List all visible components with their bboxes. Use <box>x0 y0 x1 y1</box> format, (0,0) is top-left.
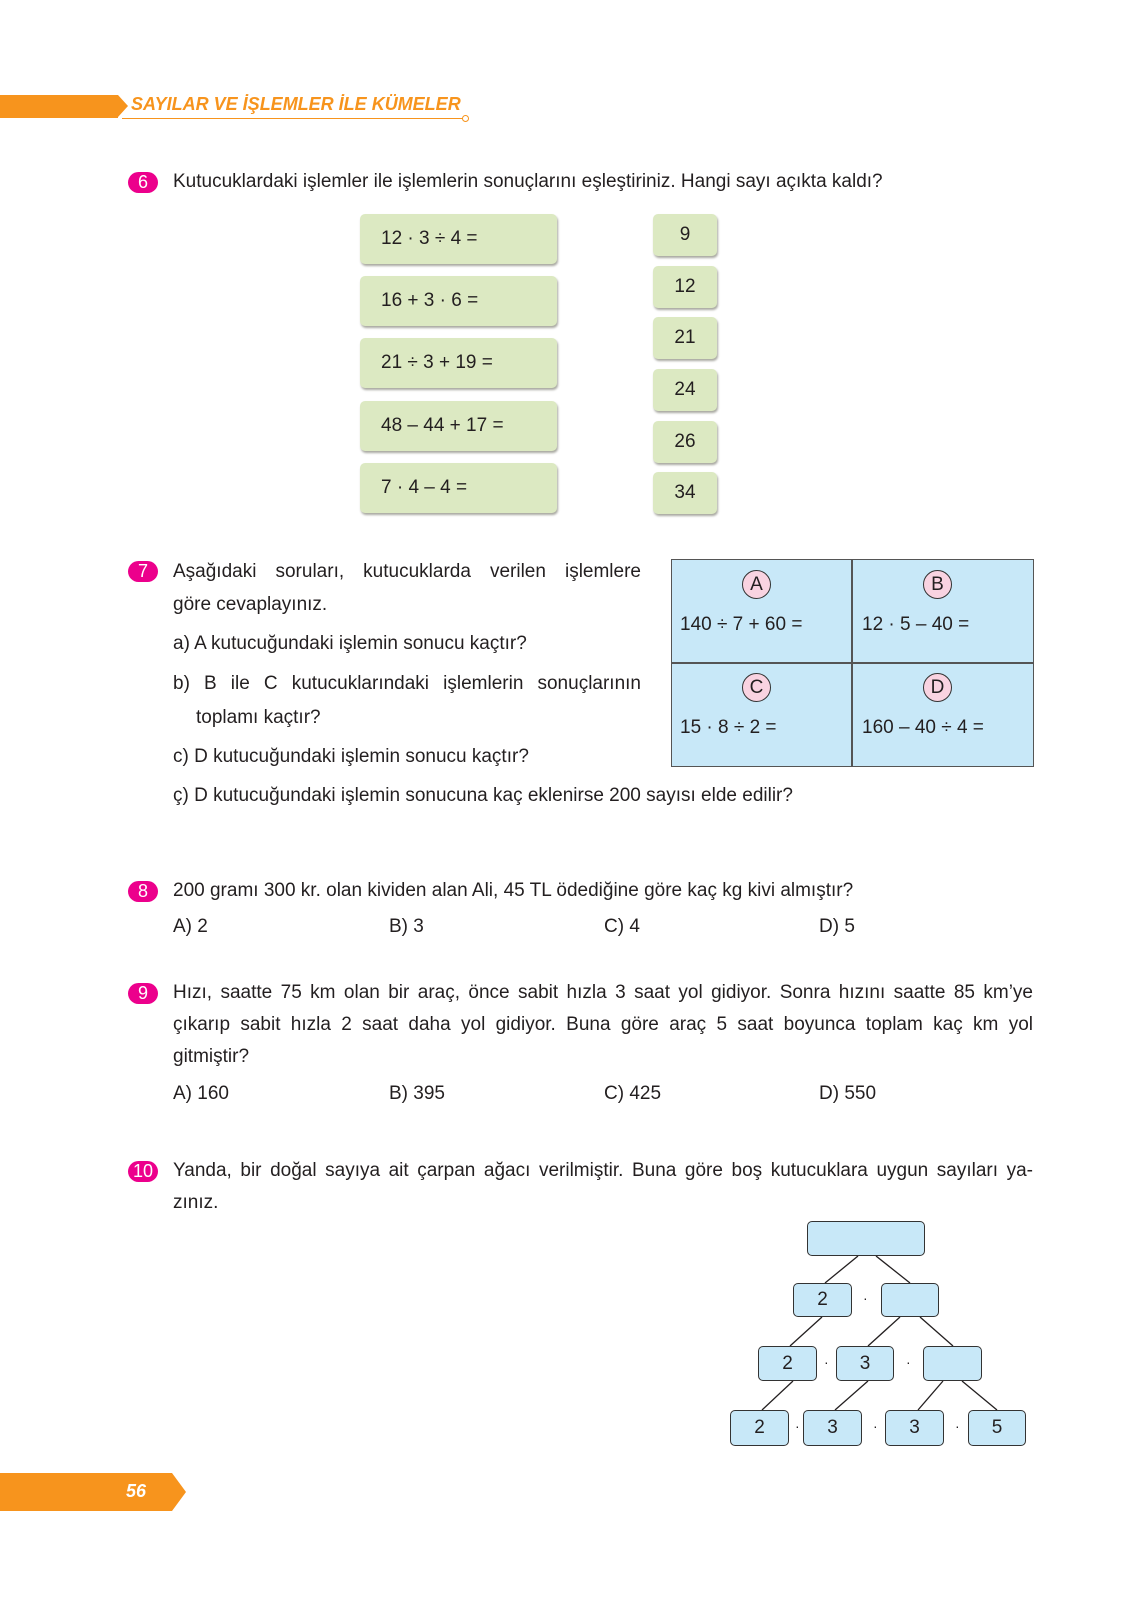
expression-box: 7 · 4 – 4 = <box>360 463 557 513</box>
tree-box: 2 <box>758 1346 817 1381</box>
question-7c: c) D kutucuğundaki işlemin sonucu kaçtır? <box>173 746 529 767</box>
tree-box-root[interactable] <box>807 1221 925 1256</box>
result-box: 21 <box>653 317 717 359</box>
multiply-dot: · <box>824 1354 829 1370</box>
question-7b-line2: toplamı kaçtır? <box>196 707 321 728</box>
question-8-text: 200 gramı 300 kr. olan kividen alan Ali, 45 TL ödediğine göre kaç kg kivi almıştır? <box>173 880 854 901</box>
tree-box-blank[interactable] <box>881 1283 939 1317</box>
question-9-line1: Hızı, saatte 75 km olan bir araç, önce sabit hızla 3 saat yol gidiyor. Sonra hızını saatte 85 km’ye <box>173 982 1033 1003</box>
question-7-intro-line1: Aşağıdaki soruları, kutucuklarda verilen işlemlere <box>173 561 641 582</box>
option-a[interactable]: A) 160 <box>173 1083 229 1104</box>
question-number-10: 10 <box>128 1161 158 1182</box>
multiply-dot: · <box>906 1354 911 1370</box>
tree-box: 5 <box>968 1410 1026 1446</box>
footer-arrow <box>172 1473 186 1511</box>
question-7b-line1: b) B ile C kutucuklarındaki işlemlerin sonuçlarının <box>173 673 641 694</box>
question-9-line2: çıkarıp sabit hızla 2 saat daha yol gidiyor. Buna göre araç 5 saat boyunca toplam kaç km yol <box>173 1014 1033 1035</box>
multiply-dot: · <box>795 1418 800 1434</box>
cell-label-c: C <box>742 673 771 702</box>
question-7cc: ç) D kutucuğundaki işlemin sonucuna kaç eklenirse 200 sayısı elde edilir? <box>173 785 793 806</box>
question-9-line3: gitmiştir? <box>173 1046 250 1067</box>
multiply-dot: · <box>863 1290 868 1306</box>
cell-expression-c: 15 · 8 ÷ 2 = <box>680 717 777 738</box>
option-c[interactable]: C) 4 <box>604 916 640 937</box>
option-c[interactable]: C) 425 <box>604 1083 662 1104</box>
question-10-line1: Yanda, bir doğal sayıya ait çarpan ağacı verilmiştir. Buna göre boş kutucuklara uygun sayıları ya- <box>173 1160 1033 1181</box>
cell-label-d: D <box>923 673 952 702</box>
tree-box: 2 <box>730 1410 789 1446</box>
multiply-dot: · <box>873 1418 878 1434</box>
expression-box: 16 + 3 · 6 = <box>360 276 557 326</box>
question-number-9: 9 <box>128 983 158 1004</box>
question-7-intro-line2: göre cevaplayınız. <box>173 594 328 615</box>
question-number-8: 8 <box>128 881 158 902</box>
option-d[interactable]: D) 550 <box>819 1083 877 1104</box>
cell-expression-a: 140 ÷ 7 + 60 = <box>680 614 803 635</box>
page-number: 56 <box>126 1481 147 1501</box>
cell-expression-d: 160 – 40 ÷ 4 = <box>862 717 984 738</box>
option-b[interactable]: B) 3 <box>389 916 424 937</box>
question-7a: a) A kutucuğundaki işlemin sonucu kaçtır? <box>173 633 527 654</box>
expression-box: 21 ÷ 3 + 19 = <box>360 338 557 388</box>
result-box: 9 <box>653 214 717 256</box>
result-box: 12 <box>653 266 717 308</box>
section-title: SAYILAR VE İŞLEMLER İLE KÜMELER <box>131 94 461 114</box>
result-box: 24 <box>653 369 717 411</box>
tree-box: 3 <box>803 1410 862 1446</box>
tree-box-blank[interactable] <box>923 1346 982 1381</box>
cell-label-a: A <box>742 570 771 599</box>
question-6-text: Kutucuklardaki işlemler ile işlemlerin sonuçlarını eşleştiriniz. Hangi sayı açıkta kaldı? <box>173 171 883 192</box>
question-10-line2: zınız. <box>173 1192 219 1213</box>
expression-box: 12 · 3 ÷ 4 = <box>360 214 557 264</box>
expression-box: 48 – 44 + 17 = <box>360 401 557 451</box>
question-number-6: 6 <box>128 172 158 193</box>
footer-band <box>0 1473 172 1511</box>
option-a[interactable]: A) 2 <box>173 916 208 937</box>
option-b[interactable]: B) 395 <box>389 1083 445 1104</box>
result-box: 26 <box>653 421 717 463</box>
multiply-dot: · <box>955 1418 960 1434</box>
tree-box: 3 <box>836 1346 894 1381</box>
question-number-7: 7 <box>128 561 158 582</box>
tree-box: 3 <box>885 1410 944 1446</box>
cell-label-b: B <box>923 570 952 599</box>
result-box: 34 <box>653 472 717 514</box>
tree-box: 2 <box>793 1283 852 1317</box>
option-d[interactable]: D) 5 <box>819 916 855 937</box>
cell-expression-b: 12 · 5 – 40 = <box>862 614 970 635</box>
